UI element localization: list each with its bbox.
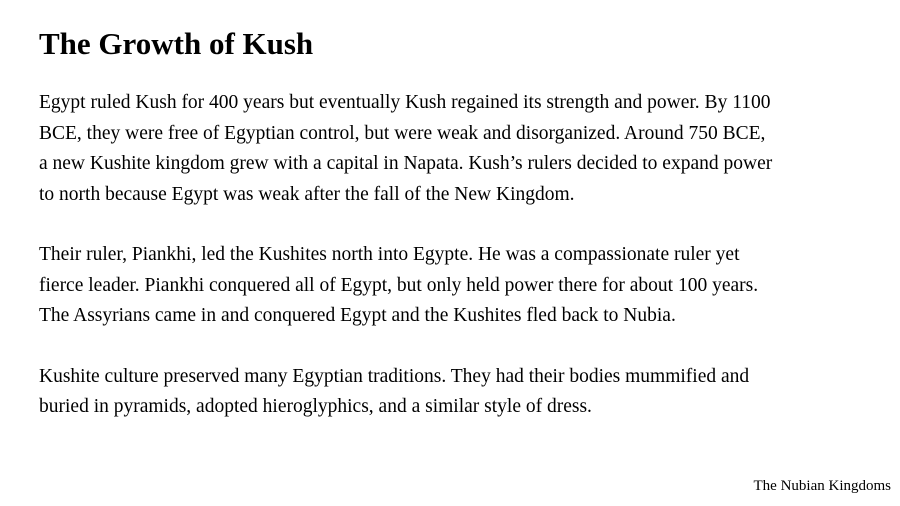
slide-title: The Growth of Kush: [39, 26, 314, 61]
paragraph-2: [39, 240, 879, 332]
paragraph-line: to north because Egypt was weak after the fall of the New Kingdom.: [39, 183, 575, 205]
paragraph-line: Egypt ruled Kush for 400 years but eventually Kush regained its strength and power. By 1100: [39, 92, 771, 113]
paragraph-3: [39, 362, 879, 423]
paragraph-1: [39, 88, 879, 210]
paragraph-line: buried in pyramids, adopted hieroglyphics, and a similar style of dress.: [39, 396, 592, 417]
paragraph-line: fierce leader. Piankhi conquered all of Egypt, but only held power there for about 100 years.: [39, 274, 759, 296]
paragraph-line: Kushite culture preserved many Egyptian traditions. They had their bodies mummified and: [39, 365, 750, 387]
paragraph-line: BCE, they were free of Egyptian control, but were weak and disorganized. Around 750 BCE,: [39, 122, 766, 144]
paragraph-line: a new Kushite kingdom grew with a capital in Napata. Kush’s rulers decided to expand power: [39, 153, 773, 174]
slide-footer: The Nubian Kingdoms: [753, 478, 891, 494]
paragraph-line: The Assyrians came in and conquered Egypt and the Kushites fled back to Nubia.: [39, 305, 676, 326]
slide-body: [39, 88, 879, 453]
paragraph-line: Their ruler, Piankhi, led the Kushites north into Egypte. He was a compassionate ruler yet: [39, 244, 740, 265]
